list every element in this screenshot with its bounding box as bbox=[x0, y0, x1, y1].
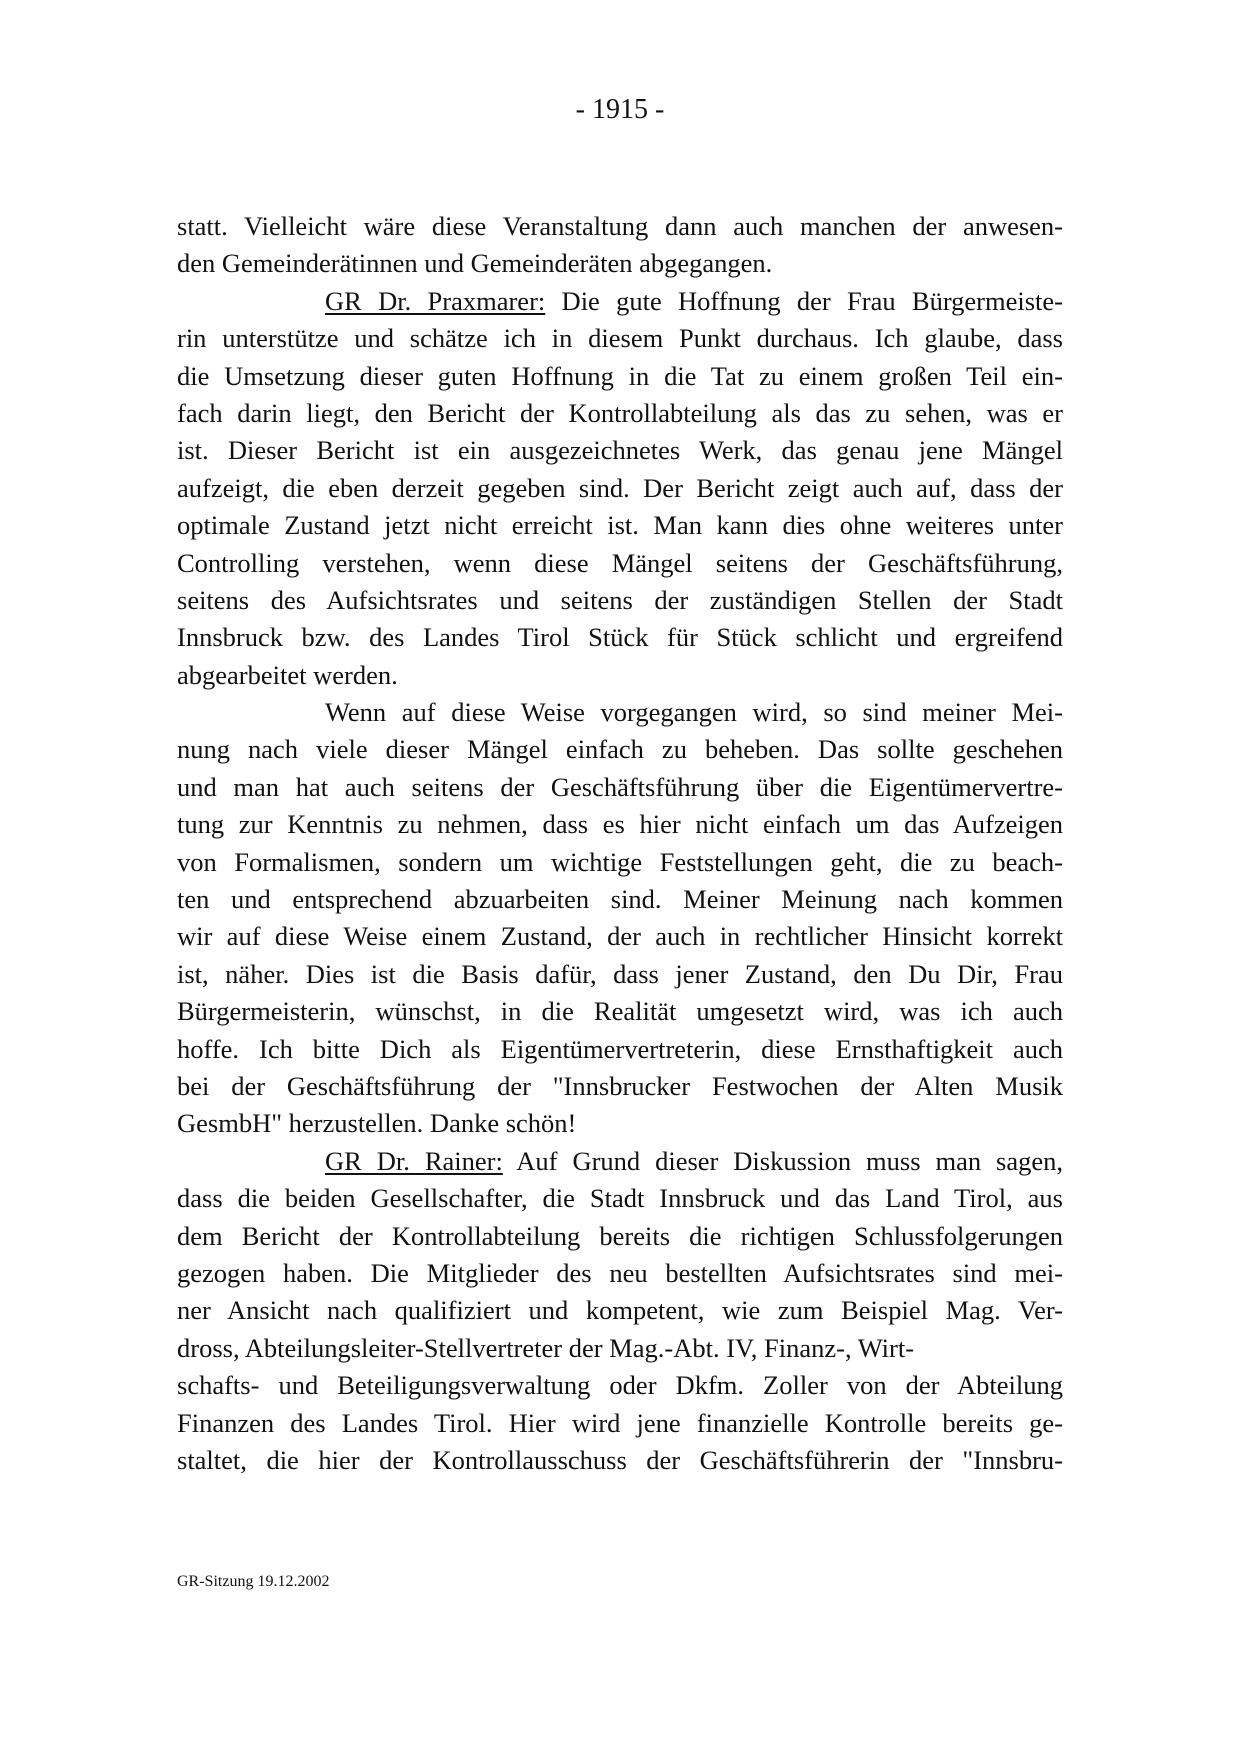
text-line bbox=[177, 1442, 1063, 1479]
line-text: abgearbeitet werden. bbox=[177, 659, 398, 690]
text-line bbox=[177, 470, 1063, 507]
line-text: dass die beiden Gesellschafter, die Stadt Innsbruck und das Land Tirol, aus bbox=[177, 1183, 1063, 1214]
text-line bbox=[177, 1105, 1063, 1142]
line-text: seitens des Aufsichtsrates und seitens der zuständigen Stellen der Stadt bbox=[177, 584, 1063, 615]
line-text: den Gemeinderätinnen und Gemeinderäten abgegangen. bbox=[177, 248, 773, 279]
line-text: GesmbH" herzustellen. Danke schön! bbox=[177, 1108, 577, 1139]
text-line bbox=[177, 1330, 1063, 1367]
speaker-name: GR Dr. Rainer: bbox=[325, 1145, 503, 1176]
text-line bbox=[177, 245, 1063, 282]
text-line bbox=[177, 769, 1063, 806]
text-line bbox=[177, 881, 1063, 918]
line-text: Wenn auf diese Weise vorgegangen wird, so sind meiner Mei- bbox=[325, 697, 1063, 728]
line-text: schafts- und Beteiligungsverwaltung oder Dkfm. Zoller von der Abteilung bbox=[177, 1370, 1063, 1401]
text-line bbox=[177, 507, 1063, 544]
text-line bbox=[177, 1180, 1063, 1217]
line-text: ist. Dieser Bericht ist ein ausgezeichnetes Werk, das genau jene Mängel bbox=[177, 435, 1063, 466]
line-text: Finanzen des Landes Tirol. Hier wird jene finanzielle Kontrolle bereits ge- bbox=[177, 1407, 1063, 1438]
text-line bbox=[177, 1068, 1063, 1105]
text-line bbox=[177, 844, 1063, 881]
footer-session-date: GR-Sitzung 19.12.2002 bbox=[177, 1573, 330, 1590]
text-line bbox=[177, 1405, 1063, 1442]
text-line bbox=[177, 956, 1063, 993]
text-line bbox=[177, 731, 1063, 768]
line-text: gezogen haben. Die Mitglieder des neu bestellten Aufsichtsrates sind mei- bbox=[177, 1257, 1063, 1288]
line-text: tung zur Kenntnis zu nehmen, dass es hier nicht einfach um das Aufzeigen bbox=[177, 809, 1063, 840]
speaker-name: GR Dr. Praxmarer: bbox=[325, 285, 546, 316]
text-line bbox=[177, 545, 1063, 582]
text-line bbox=[177, 806, 1063, 843]
line-text: staltet, die hier der Kontrollausschuss der Geschäftsführerin der "Innsbru- bbox=[177, 1444, 1063, 1475]
line-text: Die gute Hoffnung der Frau Bürgermeiste- bbox=[545, 285, 1063, 316]
text-line bbox=[177, 694, 1063, 731]
line-text: ten und entsprechend abzuarbeiten sind. Meiner Meinung nach kommen bbox=[177, 884, 1063, 915]
line-text: rin unterstütze und schätze ich in diesem Punkt durchaus. Ich glaube, dass bbox=[177, 323, 1063, 354]
body-text bbox=[177, 208, 1063, 1479]
text-line bbox=[177, 283, 1063, 320]
text-line bbox=[177, 432, 1063, 469]
line-text: aufzeigt, die eben derzeit gegeben sind. Der Bericht zeigt auch auf, dass der bbox=[177, 472, 1063, 503]
line-text: Controlling verstehen, wenn diese Mängel seitens der Geschäftsführung, bbox=[177, 547, 1063, 578]
line-text: bei der Geschäftsführung der "Innsbrucker Festwochen der Alten Musik bbox=[177, 1070, 1063, 1101]
text-line bbox=[177, 657, 1063, 694]
text-line bbox=[177, 1292, 1063, 1329]
text-line bbox=[177, 1218, 1063, 1255]
line-text: und man hat auch seitens der Geschäftsführung über die Eigentümervertre- bbox=[177, 771, 1063, 802]
text-line bbox=[177, 1031, 1063, 1068]
text-line bbox=[177, 993, 1063, 1030]
line-text: dem Bericht der Kontrollabteilung bereits die richtigen Schlussfolgerungen bbox=[177, 1220, 1063, 1251]
line-text: Auf Grund dieser Diskussion muss man sagen, bbox=[502, 1145, 1063, 1176]
line-text: ist, näher. Dies ist die Basis dafür, dass jener Zustand, den Du Dir, Frau bbox=[177, 958, 1063, 989]
line-text: dross, Abteilungsleiter-Stellvertreter der Mag.-Abt. IV, Finanz-, Wirt- bbox=[177, 1332, 915, 1363]
line-text: hoffe. Ich bitte Dich als Eigentümervertreterin, diese Ernsthaftigkeit auch bbox=[177, 1033, 1063, 1064]
line-text: ner Ansicht nach qualifiziert und kompetent, wie zum Beispiel Mag. Ver- bbox=[177, 1295, 1063, 1326]
line-text: von Formalismen, sondern um wichtige Feststellungen geht, die zu beach- bbox=[177, 846, 1063, 877]
text-line bbox=[177, 918, 1063, 955]
page-number: - 1915 - bbox=[575, 94, 665, 125]
text-line bbox=[177, 208, 1063, 245]
line-text: statt. Vielleicht wäre diese Veranstaltung dann auch manchen der anwesen- bbox=[177, 211, 1063, 241]
text-line bbox=[177, 1367, 1063, 1404]
text-line bbox=[177, 619, 1063, 656]
line-text: optimale Zustand jetzt nicht erreicht ist. Man kann dies ohne weiteres unter bbox=[177, 510, 1063, 541]
line-text: die Umsetzung dieser guten Hoffnung in die Tat zu einem großen Teil ein- bbox=[177, 360, 1063, 391]
text-line bbox=[177, 320, 1063, 357]
line-text: Bürgermeisterin, wünschst, in die Realität umgesetzt wird, was ich auch bbox=[177, 996, 1063, 1027]
line-text: nung nach viele dieser Mängel einfach zu beheben. Das sollte geschehen bbox=[177, 734, 1063, 765]
text-line bbox=[177, 582, 1063, 619]
text-line bbox=[177, 395, 1063, 432]
line-text: fach darin liegt, den Bericht der Kontrollabteilung als das zu sehen, was er bbox=[177, 397, 1063, 428]
text-line bbox=[177, 1255, 1063, 1292]
text-line bbox=[177, 358, 1063, 395]
text-line bbox=[177, 1143, 1063, 1180]
line-text: Innsbruck bzw. des Landes Tirol Stück für Stück schlicht und ergreifend bbox=[177, 622, 1063, 653]
line-text: wir auf diese Weise einem Zustand, der auch in rechtlicher Hinsicht korrekt bbox=[177, 921, 1063, 952]
